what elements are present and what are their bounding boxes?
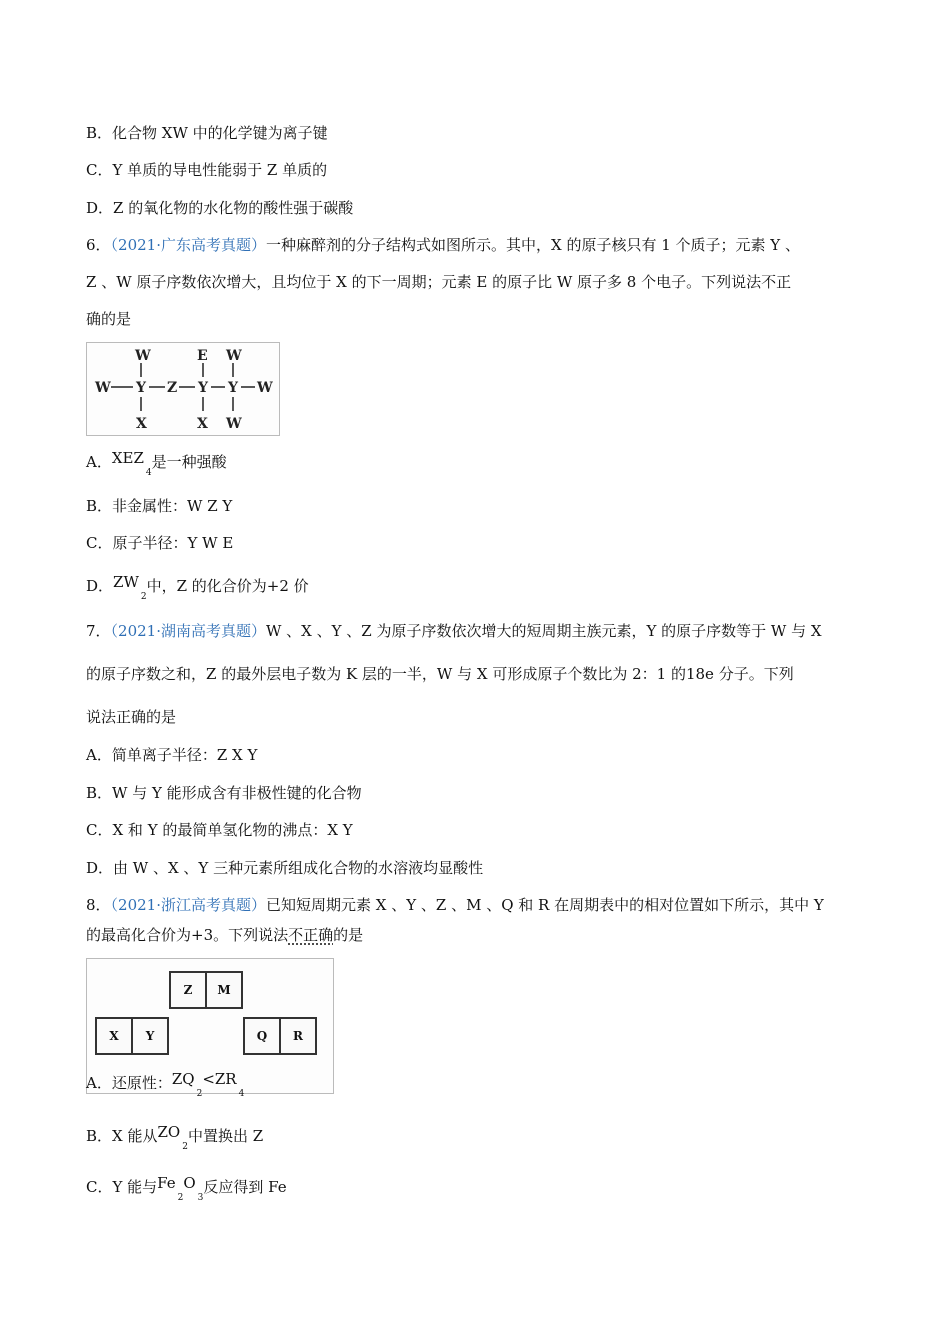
cell-m: M [205, 971, 243, 1009]
q7-stem-line3: 说法正确的是 [86, 708, 177, 726]
q5-option-b: B．化合物 XW 中的化学键为离子键 [86, 124, 328, 142]
q7-option-b: B．W 与 Y 能形成含有非极性键的化合物 [86, 784, 362, 802]
atom-mid-5: W [257, 380, 273, 396]
q6-option-a: A．$XEZ_4$是一种强酸 [86, 449, 227, 478]
q7-stem-line1 [86, 621, 822, 641]
molecule-structure-diagram [87, 343, 279, 435]
atom-top-e: E [197, 348, 208, 364]
cell-x: X [95, 1017, 133, 1055]
q6-option-d: D．$ZW_2$中，Z 的化合价为+2 价 [86, 573, 309, 602]
cell-q: Q [243, 1017, 281, 1055]
q6-stem-line1 [86, 235, 800, 255]
q7-stem-line2: 的原子序数之和，Z 的最外层电子数为 K 层的一半，W 与 X 可形成原子个数比为 2：1 的18e 分子。下列 [86, 665, 794, 683]
atom-mid-2: Z [167, 380, 178, 396]
q8-source: （2021·浙江高考真题） [110, 896, 266, 914]
cell-r: R [279, 1017, 317, 1055]
formula-xez4: XEZ [111, 449, 144, 467]
atom-bot-x2: X [197, 416, 208, 432]
cell-z: Z [169, 971, 207, 1009]
q8-stem-line2: 的最高化合价为+3。下列说法不正确的是 [86, 926, 364, 944]
q8-number: 8． [86, 896, 111, 914]
q5-option-d: D．Z 的氧化物的水化物的酸性强于碳酸 [86, 199, 354, 217]
q5-option-c: C．Y 单质的导电性能弱于 Z 单质的 [86, 161, 328, 179]
atom-bot-w: W [226, 416, 242, 432]
emphasis-not-correct: 不正确 [288, 926, 334, 944]
q8-option-c: C．Y 能与$Fe_2O_3$反应得到 Fe [86, 1174, 287, 1203]
q6-option-c: C．原子半径：Y W E [86, 534, 234, 552]
cell-y: Y [131, 1017, 169, 1055]
q7-option-c: C．X 和 Y 的最简单氢化物的沸点：X Y [86, 821, 353, 839]
q6-option-b: B．非金属性：W Z Y [86, 497, 233, 515]
formula-zw2: ZW [113, 573, 139, 591]
q7-source: （2021·湖南高考真题） [110, 622, 266, 640]
q8-stem-line1 [86, 895, 824, 915]
q8-option-a: A．还原性：$ZQ_2<ZR_4$ [86, 1070, 245, 1099]
atom-mid-0: W [95, 380, 111, 396]
q7-option-a: A．简单离子半径：Z X Y [86, 746, 258, 764]
atom-mid-1: Y [136, 380, 146, 396]
atom-mid-3: Y [198, 380, 208, 396]
q6-number: 6． [86, 236, 111, 254]
q8-stem1: 已知短周期元素 X 、Y 、Z 、M 、Q 和 R 在周期表中的相对位置如下所示，其中 Y [266, 896, 824, 914]
q6-stem-line2: Z 、W 原子序数依次增大，且均位于 X 的下一周期；元素 E 的原子比 W 原子多 8 个电子。下列说法不正 [86, 273, 792, 291]
q7-stem1: W 、X 、Y 、Z 为原子序数依次增大的短周期主族元素，Y 的原子序数等于 W 与 X [266, 622, 822, 640]
atom-top-w2: W [226, 348, 242, 364]
q6-source: （2021·广东高考真题） [110, 236, 266, 254]
atom-mid-4: Y [228, 380, 238, 396]
q6-stem1: 一种麻醉剂的分子结构式如图所示。其中，X 的原子核只有 1 个质子；元素 Y 、 [266, 236, 800, 254]
q8-option-b: B．X 能从$ZO_2$中置换出 Z [86, 1123, 264, 1152]
q6-stem-line3: 确的是 [86, 310, 132, 328]
q7-number: 7． [86, 622, 111, 640]
q7-option-d: D．由 W 、X 、Y 三种元素所组成化合物的水溶液均显酸性 [86, 859, 484, 877]
q6-molecule-figure [86, 342, 280, 436]
atom-bot-x1: X [136, 416, 147, 432]
atom-top-w1: W [135, 348, 151, 364]
